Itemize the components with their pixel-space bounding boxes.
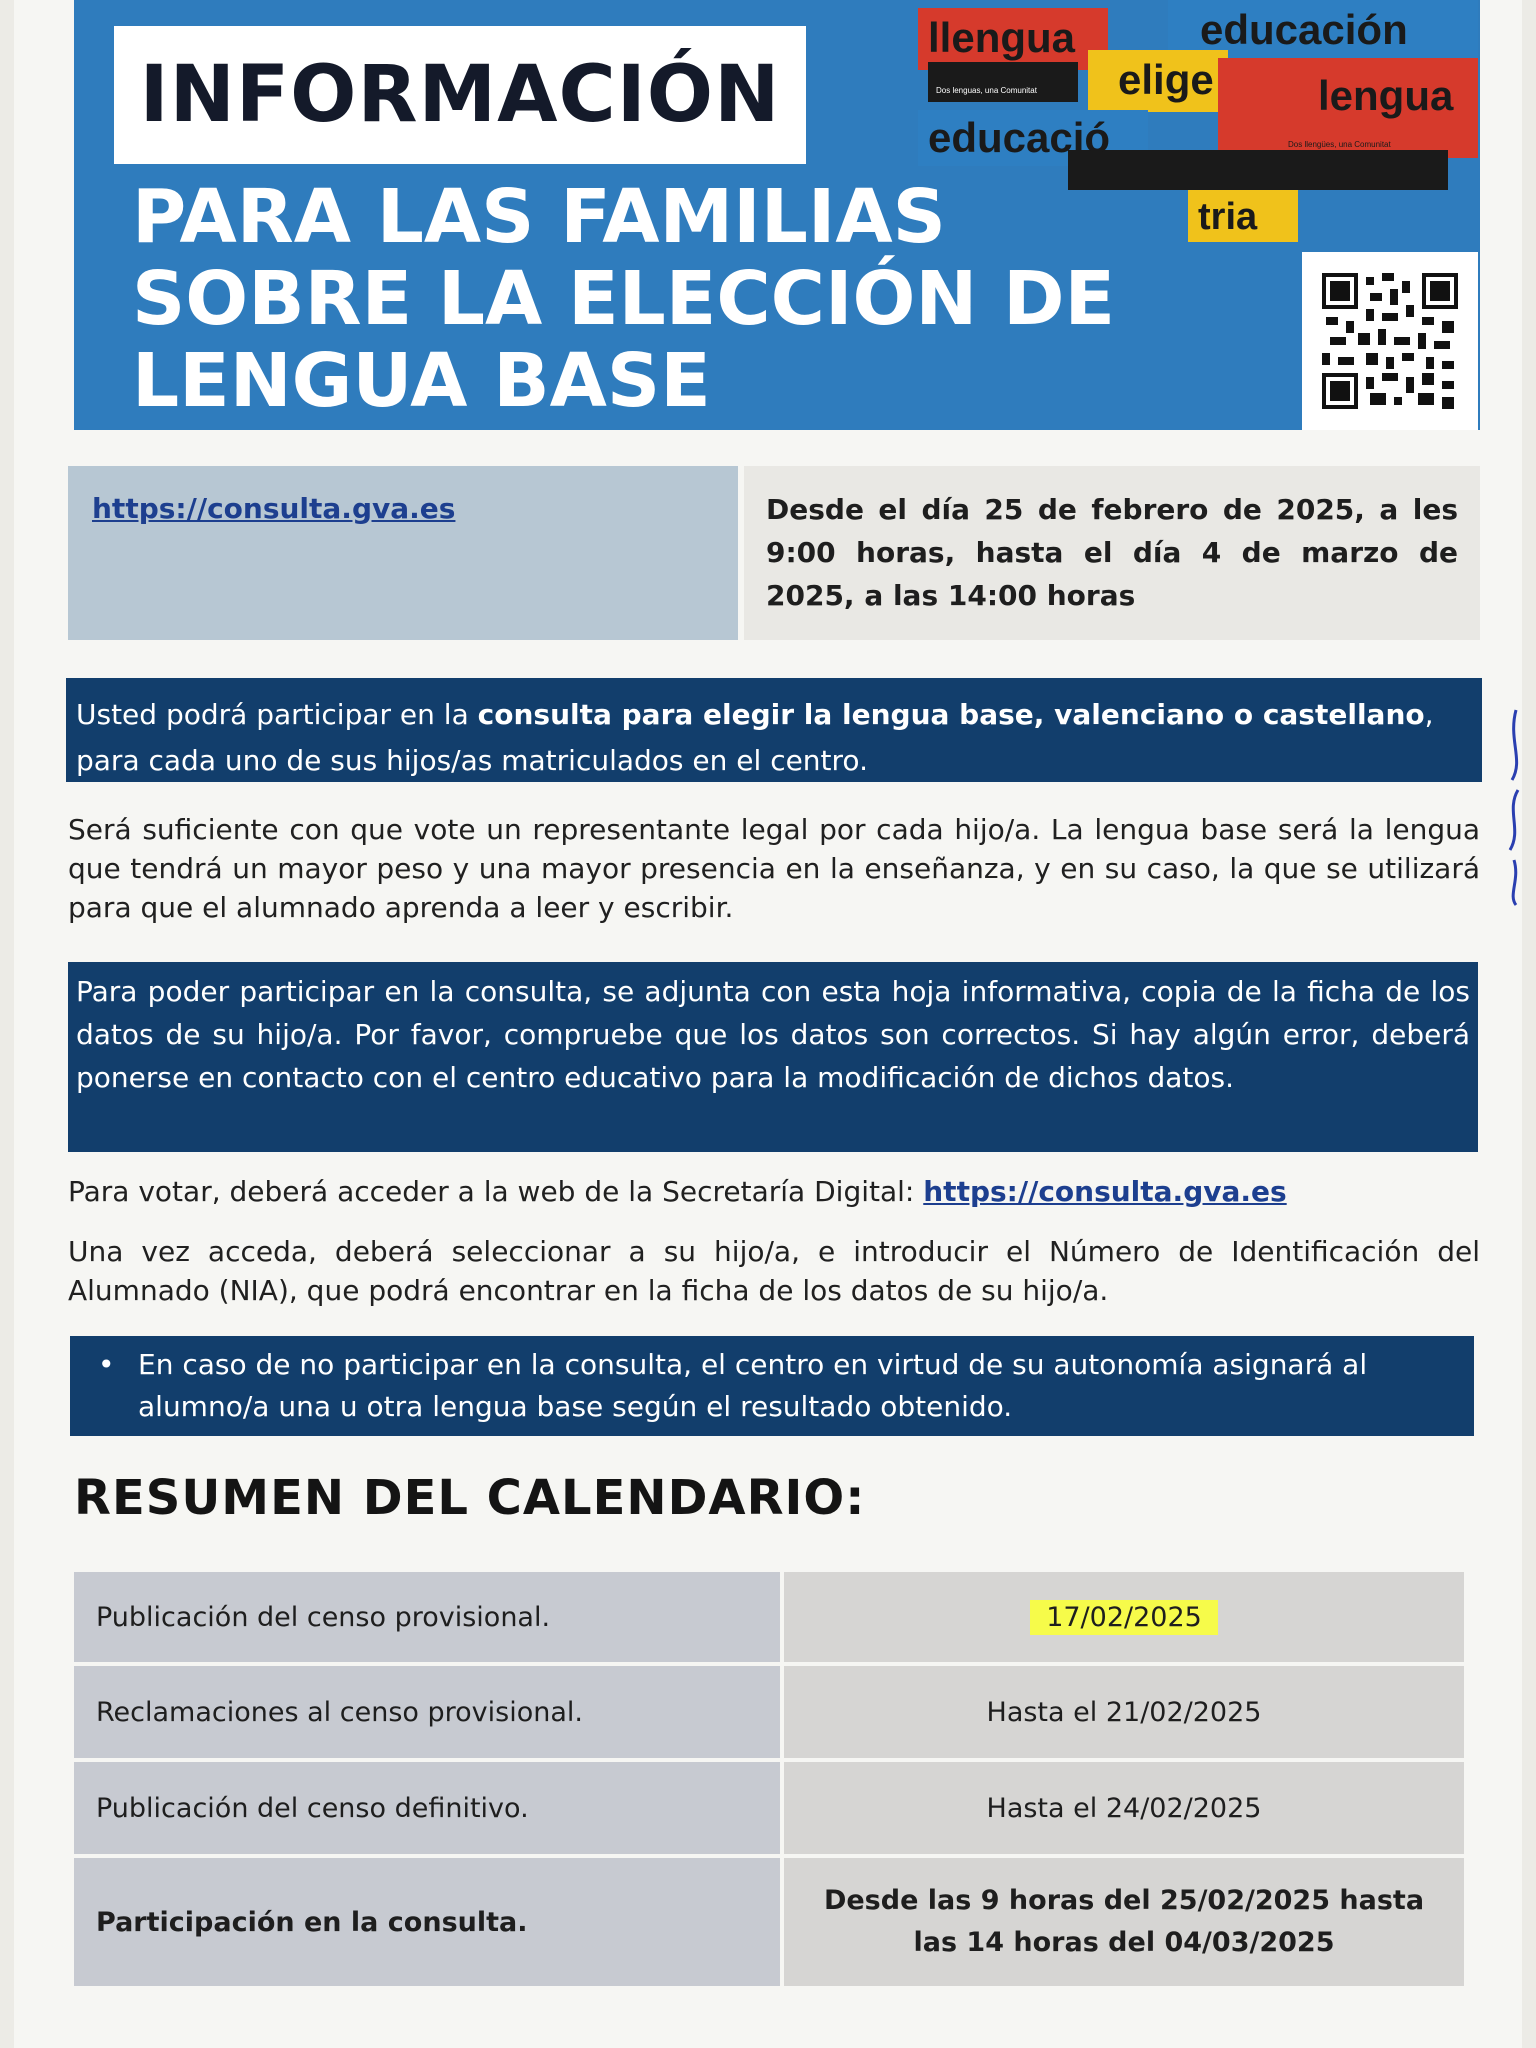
bullet-icon: • [98,1348,115,1381]
campaign-logo [918,0,1478,250]
url-box [68,466,738,640]
table-cell-date: Hasta el 24/02/2025 [784,1762,1464,1854]
qr-code-image [1322,273,1458,409]
vote-text: Para votar, deberá acceder a la web de la Secretaría Digital: [68,1175,924,1208]
non-participation-text: En caso de no participar en la consulta, el centro en virtud de su autonomía asignará al alumno/a una u otra lengua base según el resultado obtenido. [138,1348,1368,1423]
logo-word-llengua: llengua [928,14,1076,61]
info-box-participation [66,678,1482,782]
page-title: INFORMACIÓN [139,50,781,140]
logo-word-educacion: educación [1200,6,1408,53]
consulta-link[interactable]: https://consulta.gva.es [92,492,456,525]
title-box [114,26,806,164]
info-box-data-sheet [68,962,1478,1152]
participation-text [76,692,1472,784]
calendar-heading: RESUMEN DEL CALENDARIO: [74,1470,866,1526]
table-row [74,1858,1464,1986]
table-row [74,1666,1464,1758]
subtitle-line-3: LENGUA BASE [132,338,711,424]
logo-tagline-1: Dos lenguas, una Comunitat [936,86,1037,95]
subtitle-line-1: PARA LAS FAMILIAS [132,174,946,260]
consultation-dates: Desde el día 25 de febrero de 2025, a les 9:00 horas, hasta el día 4 de marzo de 2025, a las 14:00 horas [766,493,1458,612]
pen-scribble [1500,700,1530,910]
info-box-non-participation [70,1336,1474,1436]
logo-word-elige: elige [1118,56,1214,103]
table-row [74,1762,1464,1854]
table-cell-date [784,1572,1464,1662]
dates-box [744,466,1480,640]
table-cell-event: Reclamaciones al censo provisional. [74,1666,780,1758]
logo-word-lengua: lengua [1318,72,1454,119]
logo-tagline-2: Dos llengües, una Comunitat [1288,140,1391,149]
table-cell-event: Publicación del censo definitivo. [74,1762,780,1854]
paragraph-nia: Una vez acceda, deberá seleccionar a su hijo/a, e introducir el Número de Identificación del Alumnado (NIA), que podrá encontrar en la ficha de los datos de su hijo/a. [68,1235,1480,1307]
table-cell-date: Desde las 9 horas del 25/02/2025 hasta las 14 horas del 04/03/2025 [784,1858,1464,1986]
participation-suffix: , para cada uno de sus hijos/as matriculados en el centro. [76,698,1434,777]
participation-bold: consulta para elegir la lengua base, valenciano o castellano [477,698,1425,731]
table-cell-event: Participación en la consulta. [74,1858,780,1986]
table-cell-event: Publicación del censo provisional. [74,1572,780,1662]
logo-word-educacio: educació [928,114,1111,161]
calendar-table [74,1572,1464,1990]
subtitle-line-2: SOBRE LA ELECCIÓN DE [132,256,1116,342]
participation-prefix: Usted podrá participar en la [76,698,478,731]
logo-word-tria: tria [1198,196,1258,238]
secretaria-digital-link[interactable]: https://consulta.gva.es [923,1175,1287,1208]
data-sheet-text: Para poder participar en la consulta, se adjunta con esta hoja informativa, copia de la ficha de los datos de su hijo/a. Por favor, compruebe que los datos son correctos. Si hay algún error, deberá ponerse en contacto con el centro educativo para la modificación de dichos datos. [76,975,1470,1094]
paragraph-representative: Será suficiente con que vote un representante legal por cada hijo/a. La lengua base será la lengua que tendrá un mayor peso y una mayor presencia en la enseñanza, y en su caso, la que se utilizará para que el alumnado aprenda a leer y escribir. [68,813,1480,924]
qr-code[interactable] [1302,252,1478,430]
highlighted-date: 17/02/2025 [1030,1600,1218,1635]
paragraph-vote [68,1172,1480,1211]
table-cell-date: Hasta el 21/02/2025 [784,1666,1464,1758]
table-row [74,1572,1464,1662]
